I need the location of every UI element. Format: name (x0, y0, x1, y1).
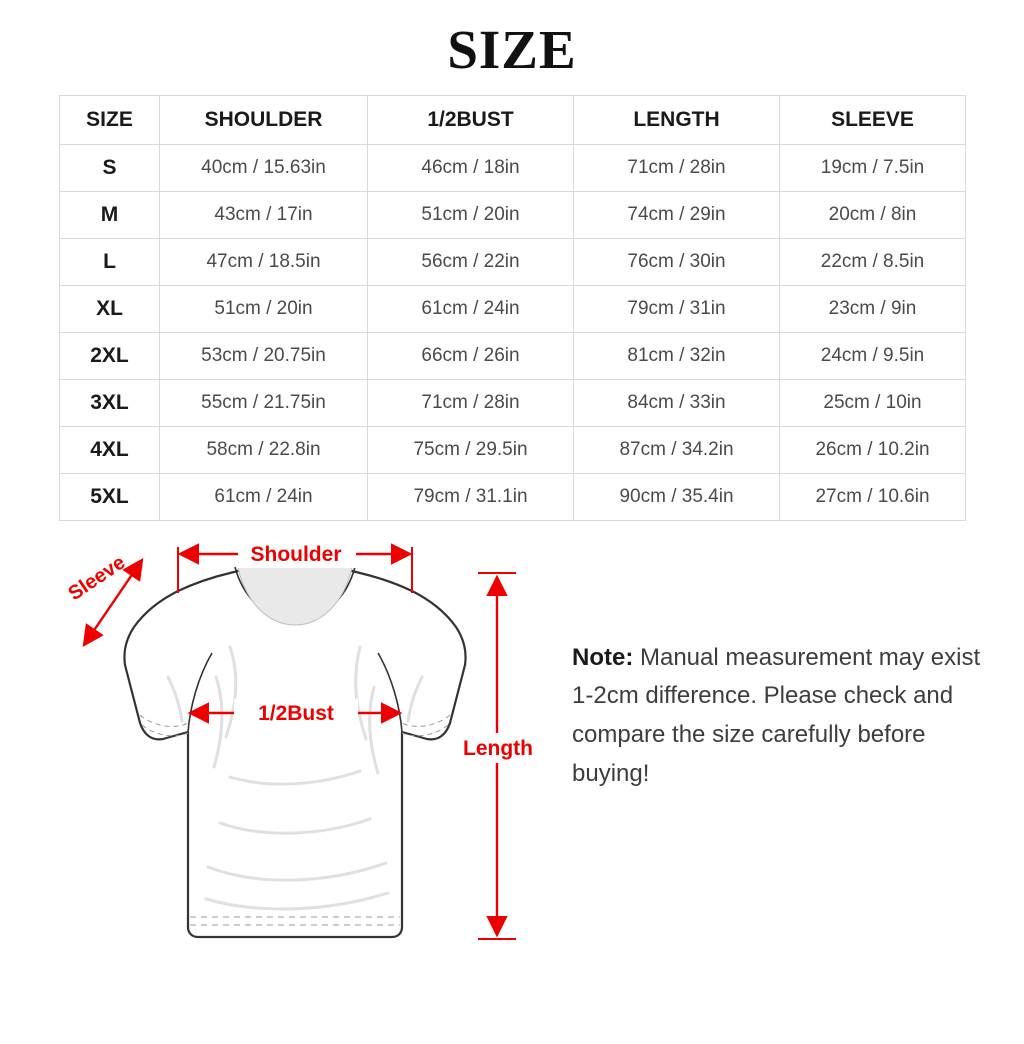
measurement-diagram-section (0, 527, 1024, 1007)
length-label: Length (463, 736, 533, 760)
cell-bust: 71cm / 28in (368, 379, 574, 426)
page-title: SIZE (447, 19, 577, 80)
sleeve-label: Sleeve (64, 550, 130, 605)
cell-sleeve: 22cm / 8.5in (780, 238, 966, 285)
table-row (60, 426, 966, 473)
tshirt-diagram (30, 527, 550, 997)
cell-size: M (60, 191, 160, 238)
cell-size: 4XL (60, 426, 160, 473)
cell-bust: 75cm / 29.5in (368, 426, 574, 473)
table-header-row (60, 95, 966, 144)
table-row (60, 473, 966, 520)
size-table (59, 95, 966, 521)
note-text: Manual measurement may exist 1-2cm difference. Please check and compare the size carefully before buying! (572, 643, 981, 788)
note-label: Note: (572, 643, 634, 671)
cell-shoulder: 53cm / 20.75in (160, 332, 368, 379)
cell-bust: 61cm / 24in (368, 285, 574, 332)
cell-length: 74cm / 29in (574, 191, 780, 238)
column-header-bust: 1/2BUST (368, 95, 574, 144)
cell-length: 84cm / 33in (574, 379, 780, 426)
cell-bust: 79cm / 31.1in (368, 473, 574, 520)
cell-shoulder: 61cm / 24in (160, 473, 368, 520)
column-header-length: LENGTH (574, 95, 780, 144)
cell-length: 79cm / 31in (574, 285, 780, 332)
column-header-sleeve: SLEEVE (780, 95, 966, 144)
table-row (60, 332, 966, 379)
cell-bust: 51cm / 20in (368, 191, 574, 238)
column-header-size: SIZE (60, 95, 160, 144)
cell-sleeve: 24cm / 9.5in (780, 332, 966, 379)
cell-sleeve: 25cm / 10in (780, 379, 966, 426)
cell-size: S (60, 144, 160, 191)
cell-length: 81cm / 32in (574, 332, 780, 379)
column-header-shoulder: SHOULDER (160, 95, 368, 144)
cell-sleeve: 19cm / 7.5in (780, 144, 966, 191)
table-header (60, 95, 966, 144)
cell-shoulder: 58cm / 22.8in (160, 426, 368, 473)
table-row (60, 285, 966, 332)
cell-size: 2XL (60, 332, 160, 379)
cell-size: 5XL (60, 473, 160, 520)
tshirt-outline (124, 567, 465, 937)
cell-bust: 66cm / 26in (368, 332, 574, 379)
table-row (60, 191, 966, 238)
cell-length: 76cm / 30in (574, 238, 780, 285)
size-table-container (59, 95, 965, 521)
shoulder-label: Shoulder (250, 542, 342, 566)
cell-shoulder: 51cm / 20in (160, 285, 368, 332)
cell-length: 90cm / 35.4in (574, 473, 780, 520)
cell-size: 3XL (60, 379, 160, 426)
cell-size: L (60, 238, 160, 285)
cell-sleeve: 27cm / 10.6in (780, 473, 966, 520)
cell-shoulder: 47cm / 18.5in (160, 238, 368, 285)
bust-label: 1/2Bust (258, 701, 334, 725)
table-row (60, 379, 966, 426)
cell-sleeve: 26cm / 10.2in (780, 426, 966, 473)
note-block (572, 639, 992, 795)
cell-length: 71cm / 28in (574, 144, 780, 191)
cell-sleeve: 20cm / 8in (780, 191, 966, 238)
cell-length: 87cm / 34.2in (574, 426, 780, 473)
cell-bust: 46cm / 18in (368, 144, 574, 191)
cell-sleeve: 23cm / 9in (780, 285, 966, 332)
table-row (60, 144, 966, 191)
cell-shoulder: 40cm / 15.63in (160, 144, 368, 191)
cell-bust: 56cm / 22in (368, 238, 574, 285)
cell-size: XL (60, 285, 160, 332)
cell-shoulder: 55cm / 21.75in (160, 379, 368, 426)
length-measure-arrow (462, 573, 534, 939)
cell-shoulder: 43cm / 17in (160, 191, 368, 238)
table-row (60, 238, 966, 285)
table-body (60, 144, 966, 520)
